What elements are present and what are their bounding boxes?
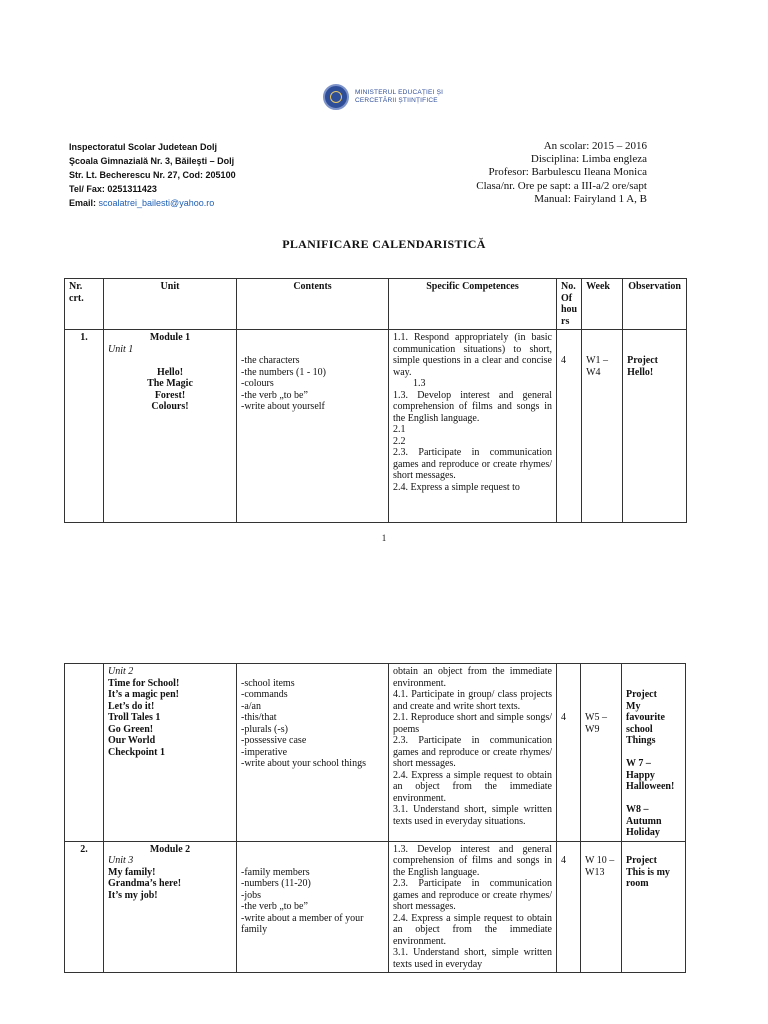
unit-label: Unit 1 (108, 343, 134, 355)
module-title: Module 1 (149, 332, 191, 343)
header-week: Week (582, 279, 623, 330)
row-week: W 10 – W13 (581, 841, 622, 973)
header-unit: Unit (104, 279, 237, 330)
email-link[interactable]: scoalatrei_bailesti@yahoo.ro (98, 198, 215, 208)
unit-line: My family! (108, 866, 156, 878)
unit-line: Checkpoint 1 (108, 746, 165, 758)
competence-item: 1.3 (413, 378, 426, 389)
unit-line: Colours! (151, 401, 189, 412)
document-title: PLANIFICARE CALENDARISTICĂ (282, 237, 486, 251)
observation-item: Project (626, 855, 657, 866)
row-nr: 1. (65, 330, 104, 523)
header-competences: Specific Competences (389, 279, 557, 330)
row-hours: 4 (557, 330, 582, 523)
row-week: W1 – W4 (582, 330, 623, 523)
info-line: An scolar: 2015 – 2016 (543, 140, 647, 152)
row-hours: 4 (557, 841, 581, 973)
content-item: -school items (241, 677, 295, 689)
table-row (65, 330, 687, 523)
competence-item: 3.1. Understand short, simple written texts used in everyday (393, 947, 552, 970)
competence-item: 1.3. Develop interest and general comprehension of films and songs in the English language. (393, 389, 552, 424)
content-item: -write about your school things (241, 758, 366, 769)
header-hours: No. Of hou rs (557, 279, 582, 330)
course-info (476, 140, 647, 206)
page-gap (0, 545, 768, 650)
unit-line: Forest! (154, 389, 186, 401)
header-nr: Nr. crt. (65, 279, 104, 330)
content-item: -possessive case (241, 735, 307, 746)
row-observation (622, 664, 686, 842)
content-item: -the verb „to be” (241, 901, 308, 912)
competence-item: 2.1. Reproduce short and simple songs/ poems (393, 712, 552, 735)
content-item: -plurals (-s) (241, 723, 288, 735)
content-item: -the numbers (1 - 10) (241, 366, 326, 378)
unit-line: Hello! (156, 366, 184, 378)
row-observation (623, 330, 687, 523)
unit-line: Go Green! (108, 723, 154, 735)
content-item: -family members (241, 866, 310, 878)
observation-item: Project (626, 689, 657, 700)
content-item: -numbers (11-20) (241, 878, 311, 889)
competence-item: 1.3. Develop interest and general comprehension of films and songs in the English language. (393, 843, 552, 878)
row-unit (104, 841, 237, 973)
unit-line: The Magic (147, 378, 193, 389)
school-line: Tel/ Fax: 0251311423 (69, 184, 157, 194)
observation-item: W8 – Autumn Holiday (626, 804, 662, 838)
competence-item: 2.4. Express a simple request to (393, 481, 520, 493)
content-item: -imperative (241, 746, 288, 758)
row-unit (104, 330, 237, 523)
row-contents (237, 330, 389, 523)
competence-item: 4.1. Participate in group/ class projects and create and write short texts. (393, 689, 552, 712)
table-row (65, 841, 686, 973)
competence-item: 1.1. Respond appropriately (in basic communication situations) to short, simple questions in a clear and concise way. (393, 332, 552, 378)
school-line: Inspectoratul Scolar Judetean Dolj (69, 142, 218, 152)
unit-line: Let’s do it! (108, 700, 155, 712)
competence-item: obtain an object from the immediate environment. (393, 666, 552, 689)
page-number: 1 (381, 533, 387, 543)
observation-item: Hello! (627, 366, 654, 378)
email-label: Email: (69, 198, 99, 208)
header-observation: Observation (623, 279, 687, 330)
row-observation (622, 841, 686, 973)
content-item: -colours (241, 378, 274, 389)
planning-table-continued (64, 663, 686, 973)
observation-item: My favourite school Things (626, 700, 665, 746)
unit-line: Troll Tales 1 (108, 712, 161, 723)
row-competences (389, 664, 557, 842)
school-info (69, 140, 236, 210)
content-item: -this/that (241, 712, 277, 723)
unit-line: It’s my job! (108, 889, 158, 901)
unit-label: Unit 2 (108, 666, 134, 677)
school-line: Str. Lt. Becherescu Nr. 27, Cod: 205100 (69, 170, 236, 180)
info-line: Manual: Fairyland 1 A, B (534, 192, 647, 205)
row-contents (237, 664, 389, 842)
row-unit (104, 664, 237, 842)
content-item: -commands (241, 689, 288, 700)
ministry-seal-icon (323, 84, 349, 110)
header-contents: Contents (237, 279, 389, 330)
competence-item: 2.1 (393, 424, 406, 435)
content-item: -write about yourself (241, 401, 325, 412)
email-line (69, 196, 236, 210)
competence-item: 2.3. Participate in communication games and reproduce or create rhymes/ short messages. (393, 447, 552, 481)
row-nr: 2. (65, 841, 104, 973)
module-title: Module 2 (149, 843, 191, 855)
content-item: -jobs (241, 889, 261, 901)
unit-line: Time for School! (108, 677, 180, 689)
row-competences (389, 330, 557, 523)
row-week: W5 – W9 (581, 664, 622, 842)
school-line: Şcoala Gimnazială Nr. 3, Băileşti – Dolj (69, 156, 235, 166)
competence-item: 3.1. Understand short, simple written texts used in everyday situations. (393, 804, 552, 827)
competence-item: 2.3. Participate in communication games and reproduce or create rhymes/ short messages. (393, 735, 552, 769)
ministry-logo (323, 84, 443, 110)
info-line: Profesor: Barbulescu Ileana Monica (488, 166, 647, 179)
info-line: Disciplina: Limba engleza (530, 153, 647, 166)
planning-table (64, 278, 687, 523)
page-2 (0, 650, 768, 1024)
unit-label: Unit 3 (108, 855, 134, 866)
observation-item: W 7 – Happy Halloween! (626, 758, 675, 792)
row-nr (65, 664, 104, 842)
row-hours: 4 (557, 664, 581, 842)
content-item: -the characters (241, 355, 300, 366)
table-header-row (65, 279, 687, 330)
competence-item: 2.4. Express a simple request to obtain an object from the immediate environment. (393, 912, 552, 947)
table-row (65, 664, 686, 842)
row-contents (237, 841, 389, 973)
row-competences (389, 841, 557, 973)
unit-line: Our World (108, 735, 156, 746)
unit-line: Grandma’s here! (108, 878, 182, 889)
content-item: -write about a member of your family (241, 912, 364, 935)
unit-line: It’s a magic pen! (108, 689, 180, 700)
observation-item: This is my room (626, 866, 670, 889)
content-item: -the verb „to be” (241, 389, 308, 401)
competence-item: 2.3. Participate in communication games and reproduce or create rhymes/ short messages. (393, 878, 552, 912)
content-item: -a/an (241, 700, 261, 712)
competence-item: 2.2 (393, 435, 406, 447)
info-line: Clasa/nr. Ore pe sapt: a III-a/2 ore/sapt (476, 179, 647, 192)
ministry-name: MINISTERUL EDUCAȚIEI ȘI CERCETĂRII ȘTIINȚIFICE (355, 89, 444, 104)
observation-item: Project (627, 355, 659, 366)
competence-item: 2.4. Express a simple request to obtain an object from the immediate environment. (393, 769, 552, 804)
